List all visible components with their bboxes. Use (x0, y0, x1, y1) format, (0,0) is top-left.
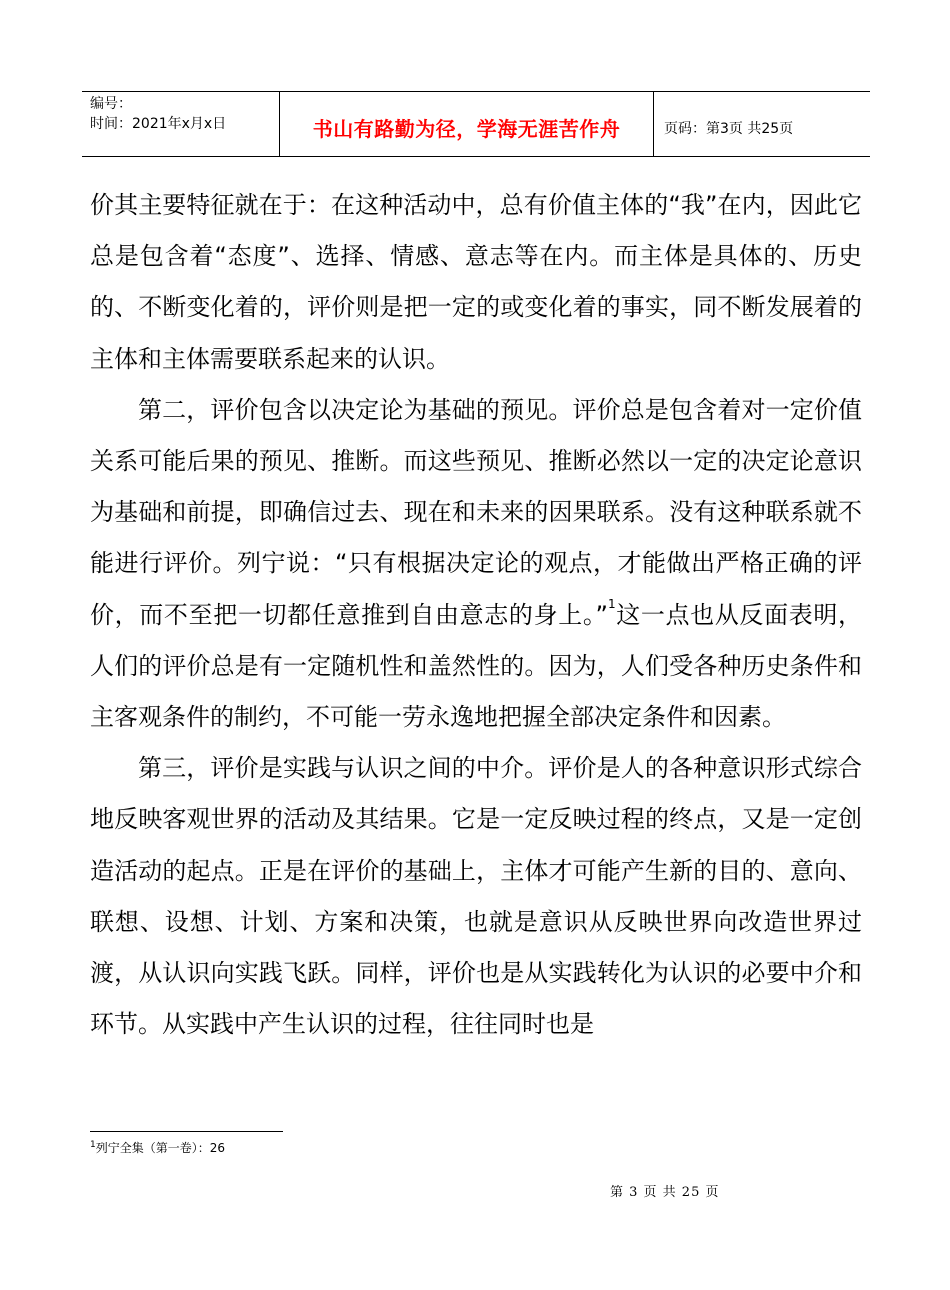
header-page-cell (654, 92, 870, 156)
document-time-label: 时间：2021年x月x日 (90, 116, 227, 132)
footnote-divider (90, 1131, 283, 1132)
paragraph-1: 价其主要特征就在于：在这种活动中，总有价值主体的“我”在内，因此它总是包含着“态度”、选择、情感、意志等在内。而主体是具体的、历史的、不断变化着的，评价则是把一定的或变化着的事实，同不断发展着的主体和主体需要联系起来的认识。 (90, 191, 862, 373)
paragraph-2-text-b: 这一点也从反面表明，人们的评价总是有一定随机性和盖然性的。因为，人们受各种历史条件和主客观条件的制约，不可能一劳永逸地把握全部决定条件和因素。 (90, 600, 863, 732)
paragraph-2-text-a: 第二，评价包含以决定论为基础的预见。评价总是包含着对一定价值关系可能后果的预见、推断。而这些预见、推断必然以一定的决定论意识为基础和前提，即确信过去、现在和未来的因果联系。没有这种联系就不能进行评价。列宁说：“只有根据决定论的观点，才能做出严格正确的评价，而不至把一切都任意推到自由意志的身上。” (90, 395, 862, 629)
footnote-marker: 1 (90, 1140, 96, 1150)
header-motto-cell (280, 92, 654, 156)
header-table (82, 91, 870, 157)
header-motto: 书山有路勤为径，学海无涯苦作舟 (312, 116, 621, 141)
footnote (90, 1137, 225, 1156)
document-body (90, 180, 862, 1050)
footnote-reference: 1 (607, 596, 616, 611)
footnote-text: 列宁全集（第一卷）：26 (95, 1141, 226, 1155)
header-page-code: 页码：第3页 共25页 (664, 121, 794, 137)
header-info-cell (82, 92, 280, 156)
page-footer: 第 3 页 共 25 页 (610, 1185, 720, 1200)
paragraph-2 (90, 385, 862, 743)
paragraph-3: 第三，评价是实践与认识之间的中介。评价是人的各种意识形式综合地反映客观世界的活动及其结果。它是一定反映过程的终点，又是一定创造活动的起点。正是在评价的基础上，主体才可能产生新的目的、意向、联想、设想、计划、方案和决策，也就是意识从反映世界向改造世界过渡，从认识向实践飞跃。同样，评价也是从实践转化为认识的必要中介和环节。从实践中产生认识的过程，往往同时也是 (90, 754, 862, 1039)
document-number-label: 编号： (90, 96, 132, 112)
